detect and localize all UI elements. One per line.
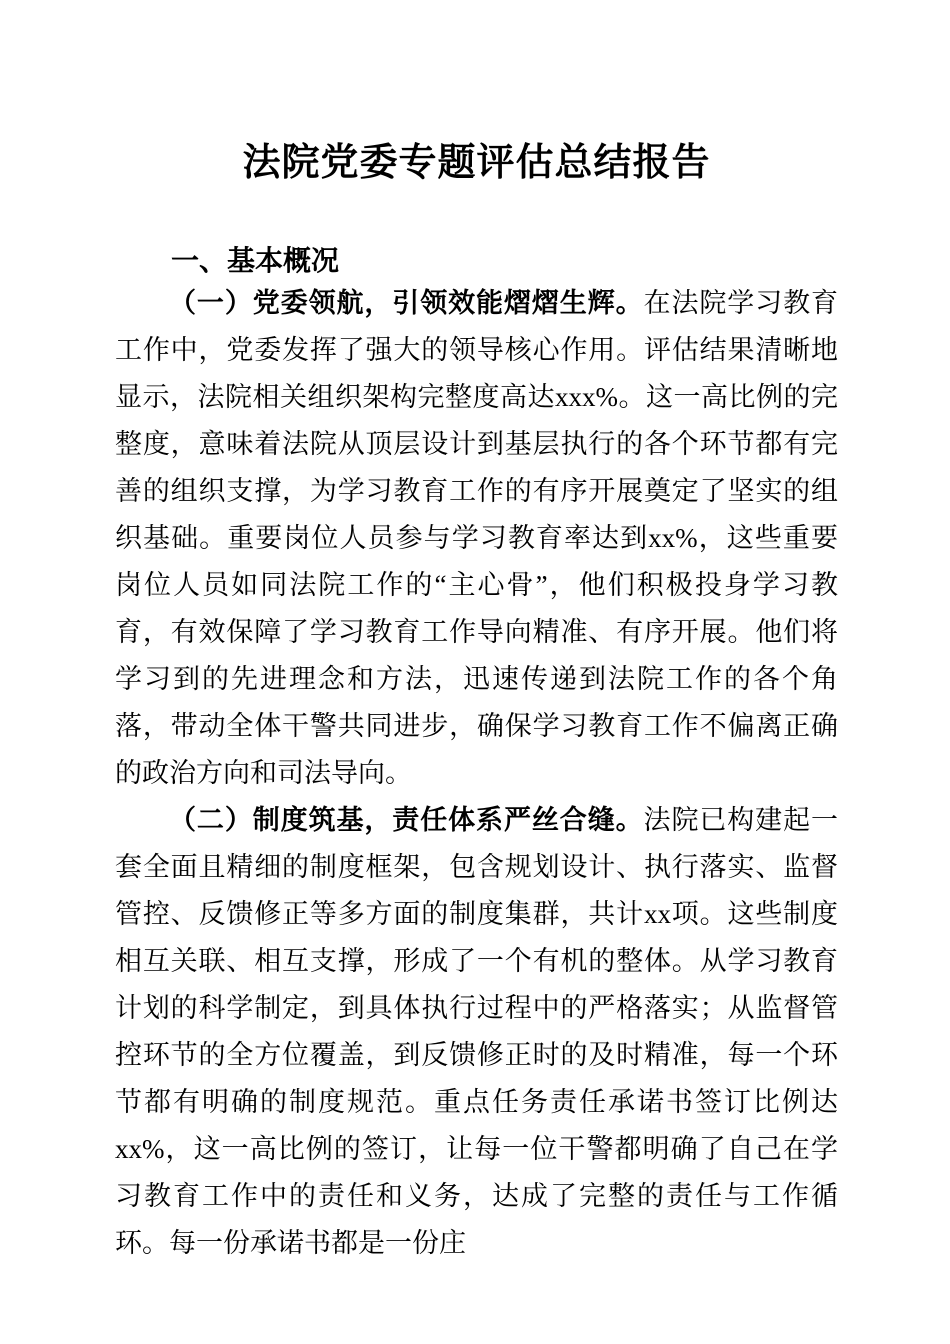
paragraph-1-body: 在法院学习教育工作中，党委发挥了强大的领导核心作用。评估结果清晰地显示，法院相关组织架构完整度高达xxx%。这一高比例的完整度，意味着法院从顶层设计到基层执行的各个环节都有完善的组织支撑，为学习教育工作的有序开展奠定了坚实的组织基础。重要岗位人员参与学习教育率达到xx%，这些重要岗位人员如同法院工作的“主心骨”，他们积极投身学习教育，有效保障了学习教育工作导向精准、有序开展。他们将学习到的先进理念和方法，迅速传递到法院工作的各个角落，带动全体干警共同进步，确保学习教育工作不偏离正确的政治方向和司法导向。 <box>115 288 839 788</box>
paragraph-2-lead: （二）制度筑基，责任体系严丝合缝。 <box>169 805 644 835</box>
paragraph-1 <box>115 280 838 797</box>
document-title: 法院党委专题评估总结报告 <box>242 142 711 184</box>
paragraph-2 <box>115 797 838 1267</box>
paragraph-2-body: 法院已构建起一套全面且精细的制度框架，包含规划设计、执行落实、监督管控、反馈修正等多方面的制度集群，共计xx项。这些制度相互关联、相互支撑，形成了一个有机的整体。从学习教育计划的科学制定，到具体执行过程中的严格落实；从监督管控环节的全方位覆盖，到反馈修正时的及时精准，每一个环节都有明确的制度规范。重点任务责任承诺书签订比例达xx%，这一高比例的签订，让每一位干警都明确了自己在学习教育工作中的责任和义务，达成了完整的责任与工作循环。每一份承诺书都是一份庄 <box>115 805 839 1258</box>
section-heading: 一、基本概况 <box>171 245 340 276</box>
paragraph-1-lead: （一）党委领航，引领效能熠熠生辉。 <box>169 288 644 318</box>
